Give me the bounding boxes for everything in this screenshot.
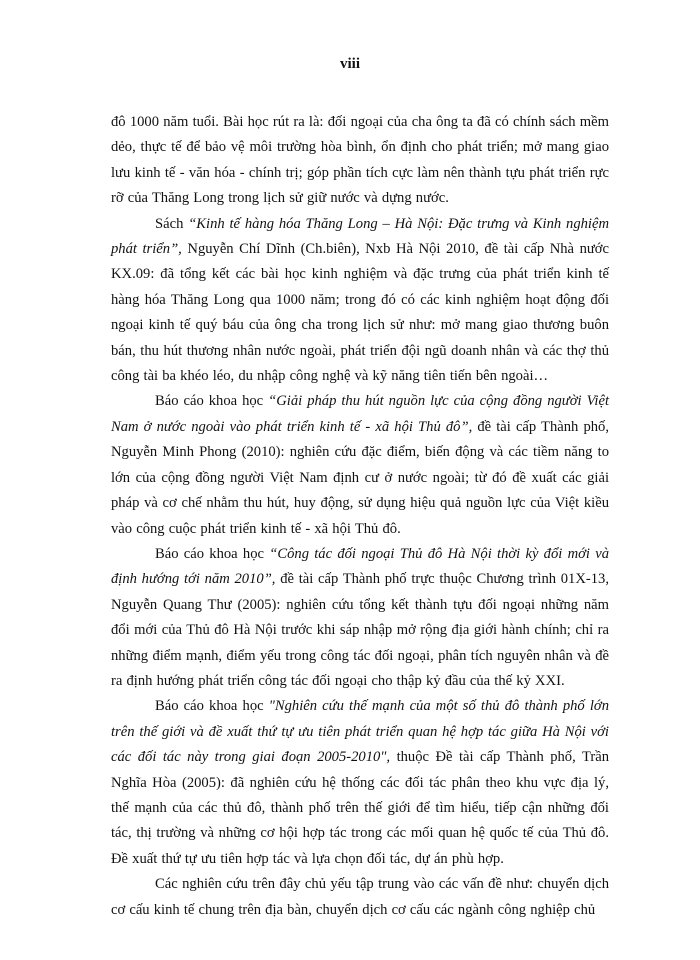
paragraph-text: Nguyễn Chí Dĩnh (Ch.biên), Nxb Hà Nội 2010, đề tài cấp Nhà nước KX.09: đã tổng kết các bài học kinh nghiệm và đặc trưng của phát triển kinh tế hàng hóa Thăng Long qua 1000 năm; trong đó có các kinh nghiệm hoạt động đối ngoại kinh tế quý báu của ông cha trong lịch sử như: mở mang giao thương buôn bán, thu hút thương nhân nước ngoài, phát triển đội ngũ doanh nhân và các thợ thủ công tài ba khéo léo, du nhập công nghệ và kỹ năng tiên tiến bên ngoài… <box>111 241 609 385</box>
paragraph-source-giai-phap-thu-hut <box>111 389 609 541</box>
paragraph-source-kinh-te-hang-hoa <box>111 212 609 390</box>
paragraph-lead: Báo cáo khoa học <box>155 545 270 562</box>
paragraph-text: đô 1000 năm tuổi. Bài học rút ra là: đối ngoại của cha ông ta đã có chính sách mềm dẻo, thực tế để bảo vệ môi trường hòa bình, ổn định cho phát triển; mở mang giao lưu kinh tế - văn hóa - chính trị; góp phần tích cực làm nên thành tựu phát triển rực rỡ của Thăng Long trong lịch sử giữ nước và dựng nước. <box>111 114 609 207</box>
paragraph-summary <box>111 872 609 923</box>
work-title: “Công tác đối ngoại Thủ đô Hà Nội thời kỳ đổi mới và định hướng tới năm 2010”, <box>111 545 610 588</box>
paragraph-text: đề tài cấp Thành phố trực thuộc Chương trình 01X-13, Nguyễn Quang Thư (2005): nghiên cứu tổng kết thành tựu đối ngoại những năm đổi mới của Thủ đô Hà Nội trước khi sáp nhập mở rộng địa giới hành chính; chỉ ra những điểm mạnh, điểm yếu trong công tác đối ngoại, phân tích nguyên nhân và đề ra định hướng phát triển công tác đối ngoại cho thập kỷ đầu của thế kỷ XXI. <box>111 571 609 689</box>
paragraph-lead: Sách <box>155 215 189 232</box>
paragraph-source-the-manh-thu-do <box>111 694 609 872</box>
work-title: "Nghiên cứu thế mạnh của một số thủ đô thành phố lớn trên thế giới và đề xuất thứ tự ưu tiên phát triển quan hệ hợp tác giữa Hà Nội với các đối tác này trong giai đoạn 2005-2010", <box>111 698 609 766</box>
paragraph-lead: Báo cáo khoa học <box>155 393 269 410</box>
work-title: “Kinh tế hàng hóa Thăng Long – Hà Nội: Đặc trưng và Kinh nghiệm phát triển”, <box>111 215 609 258</box>
page-number: viii <box>339 56 360 72</box>
work-title: “Giải pháp thu hút nguồn lực của cộng đồng người Việt Nam ở nước ngoài vào phát triển kinh tế - xã hội Thủ đô”, <box>111 393 609 435</box>
paragraph-continuation <box>111 110 609 212</box>
paragraph-text: thuộc Đề tài cấp Thành phố, Trần Nghĩa Hòa (2005): đã nghiên cứu hệ thống các đối tác phân theo khu vực địa lý, thế mạnh của các thủ đô, thành phố trên thế giới để tìm hiểu, tiếp cận những đối tác, thị trường và những cơ hội hợp tác trong các mối quan hệ quốc tế của Thủ đô. Đề xuất thứ tự ưu tiên hợp tác và lựa chọn đối tác, dự án phù hợp. <box>111 749 609 867</box>
document-body <box>111 110 609 923</box>
paragraph-lead: Báo cáo khoa học <box>155 698 269 715</box>
paragraph-source-cong-tac-doi-ngoai <box>111 542 609 694</box>
paragraph-text: Các nghiên cứu trên đây chủ yếu tập trung vào các vấn đề như: chuyển dịch cơ cấu kinh tế chung trên địa bàn, chuyển dịch cơ cấu các ngành công nghiệp chủ <box>111 876 609 918</box>
paragraph-text: đề tài cấp Thành phố, Nguyễn Minh Phong (2010): nghiên cứu đặc điểm, biến động và các tiềm năng to lớn của cộng đồng người Việt Nam định cư ở nước ngoài; từ đó đề xuất các giải pháp và cơ chế nhằm thu hút, huy động, sử dụng hiệu quả nguồn lực của Việt kiều vào công cuộc phát triển kinh tế - xã hội Thủ đô. <box>111 418 609 537</box>
